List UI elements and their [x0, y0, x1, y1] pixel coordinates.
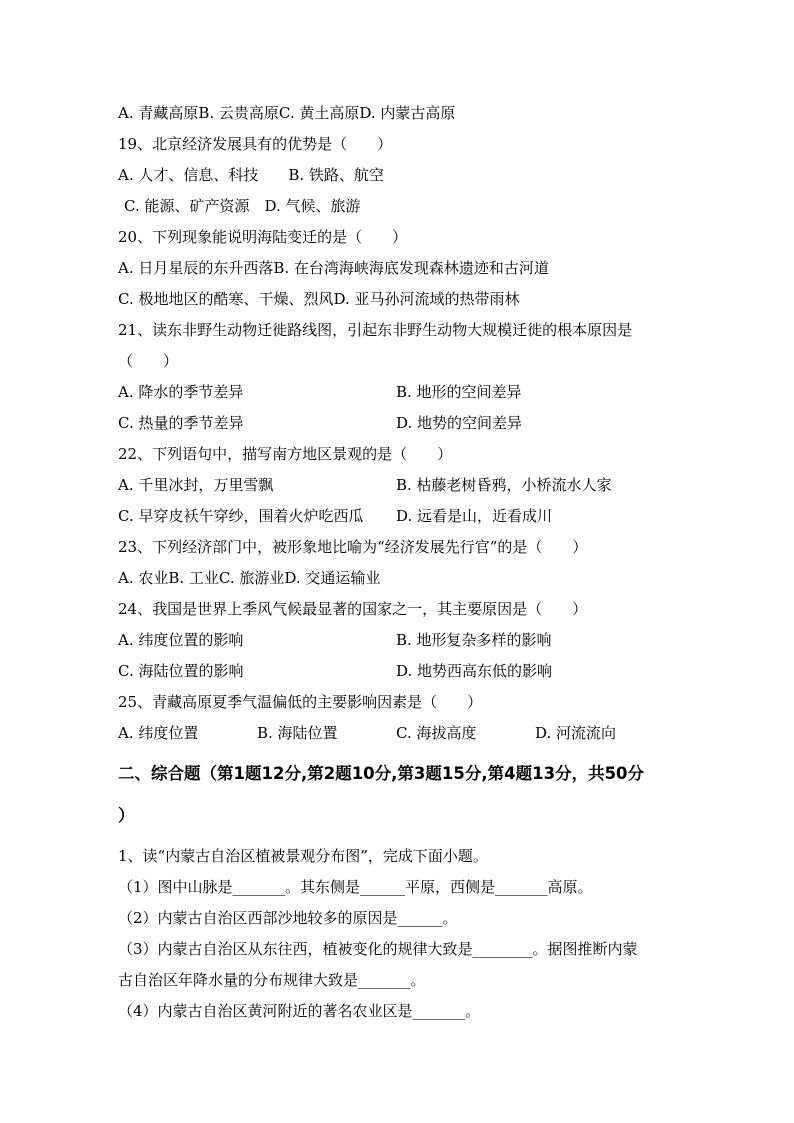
q24-option-a: A. 纬度位置的影响 [118, 631, 244, 649]
q24-option-c: C. 海陆位置的影响 [118, 662, 244, 680]
q22-option-b: B. 枯藤老树昏鸦，小桥流水人家 [396, 476, 612, 494]
q21-options-row1 [118, 377, 718, 408]
q19-stem: 19、北京经济发展具有的优势是（ ） [118, 135, 393, 153]
q19-options-ab: A. 人才、信息、科技 B. 铁路、航空 [118, 166, 384, 184]
q22-options-row2 [118, 501, 718, 532]
q24-options-row2 [118, 656, 718, 687]
q21-paren: （ ） [118, 352, 179, 370]
q23-stem: 23、下列经济部门中，被形象地比喻为“经济发展先行官”的是（ ） [118, 538, 588, 556]
q22-option-a: A. 千里冰封，万里雪飘 [118, 476, 274, 494]
q21-option-b: B. 地形的空间差异 [396, 383, 522, 401]
q25-option-b: B. 海陆位置 [257, 724, 338, 742]
q24-options-row1 [118, 625, 718, 656]
q25-option-a: A. 纬度位置 [118, 724, 199, 742]
q1-sub3b: 古自治区年降水量的分布规律大致是_______。 [118, 971, 426, 989]
q23-options: A. 农业B. 工业C. 旅游业D. 交通运输业 [118, 569, 381, 587]
q1-sub2: （2）内蒙古自治区西部沙地较多的原因是______。 [118, 909, 458, 927]
q1-sub1: （1）图中山脉是_______。其东侧是______平原，西侧是_______高原。 [118, 878, 593, 896]
q22-option-d: D. 远看是山，近看成川 [396, 507, 553, 525]
q21-options-row2 [118, 408, 718, 439]
q22-option-c: C. 早穿皮袄午穿纱，围着火炉吃西瓜 [118, 507, 364, 525]
q1-stem: 1、读“内蒙古自治区植被景观分布图”，完成下面小题。 [118, 847, 488, 865]
q1-sub3a: （3）内蒙古自治区从东往西，植被变化的规律大致是________。据图推断内蒙 [118, 940, 638, 958]
q21-option-c: C. 热量的季节差异 [118, 414, 244, 432]
exam-page [118, 98, 718, 1027]
q20-options-cd: C. 极地地区的酷寒、干燥、烈风D. 亚马孙河流域的热带雨林 [118, 290, 520, 308]
q21-option-a: A. 降水的季节差异 [118, 383, 244, 401]
q21-option-d: D. 地势的空间差异 [396, 414, 523, 432]
q25-stem: 25、青藏高原夏季气温偏低的主要影响因素是（ ） [118, 693, 483, 711]
q22-stem: 22、下列语句中，描写南方地区景观的是（ ） [118, 445, 453, 463]
q22-options-row1 [118, 470, 718, 501]
section-2-title-cont: ） [118, 806, 135, 825]
section-2-title: 二、综合题（第1题12分,第2题10分,第3题15分,第4题13分，共50分 [118, 764, 645, 783]
q25-options [118, 718, 718, 749]
q24-stem: 24、我国是世界上季风气候最显著的国家之一，其主要原因是（ ） [118, 600, 588, 618]
q25-option-d: D. 河流流向 [535, 724, 617, 742]
q1-sub4: （4）内蒙古自治区黄河附近的著名农业区是_______。 [118, 1002, 481, 1020]
q19-options-cd: C. 能源、矿产资源 D. 气候、旅游 [124, 197, 361, 215]
q18-options: A. 青藏高原B. 云贵高原C. 黄土高原D. 内蒙古高原 [118, 104, 456, 122]
q24-option-b: B. 地形复杂多样的影响 [396, 631, 552, 649]
q20-options-ab: A. 日月星辰的东升西落B. 在台湾海峡海底发现森林遗迹和古河道 [118, 259, 549, 277]
q24-option-d: D. 地势西高东低的影响 [396, 662, 553, 680]
q25-option-c: C. 海拔高度 [396, 724, 477, 742]
q21-stem: 21、读东非野生动物迁徙路线图，引起东非野生动物大规模迁徙的根本原因是 [118, 321, 633, 339]
q20-stem: 20、下列现象能说明海陆变迁的是（ ） [118, 228, 408, 246]
